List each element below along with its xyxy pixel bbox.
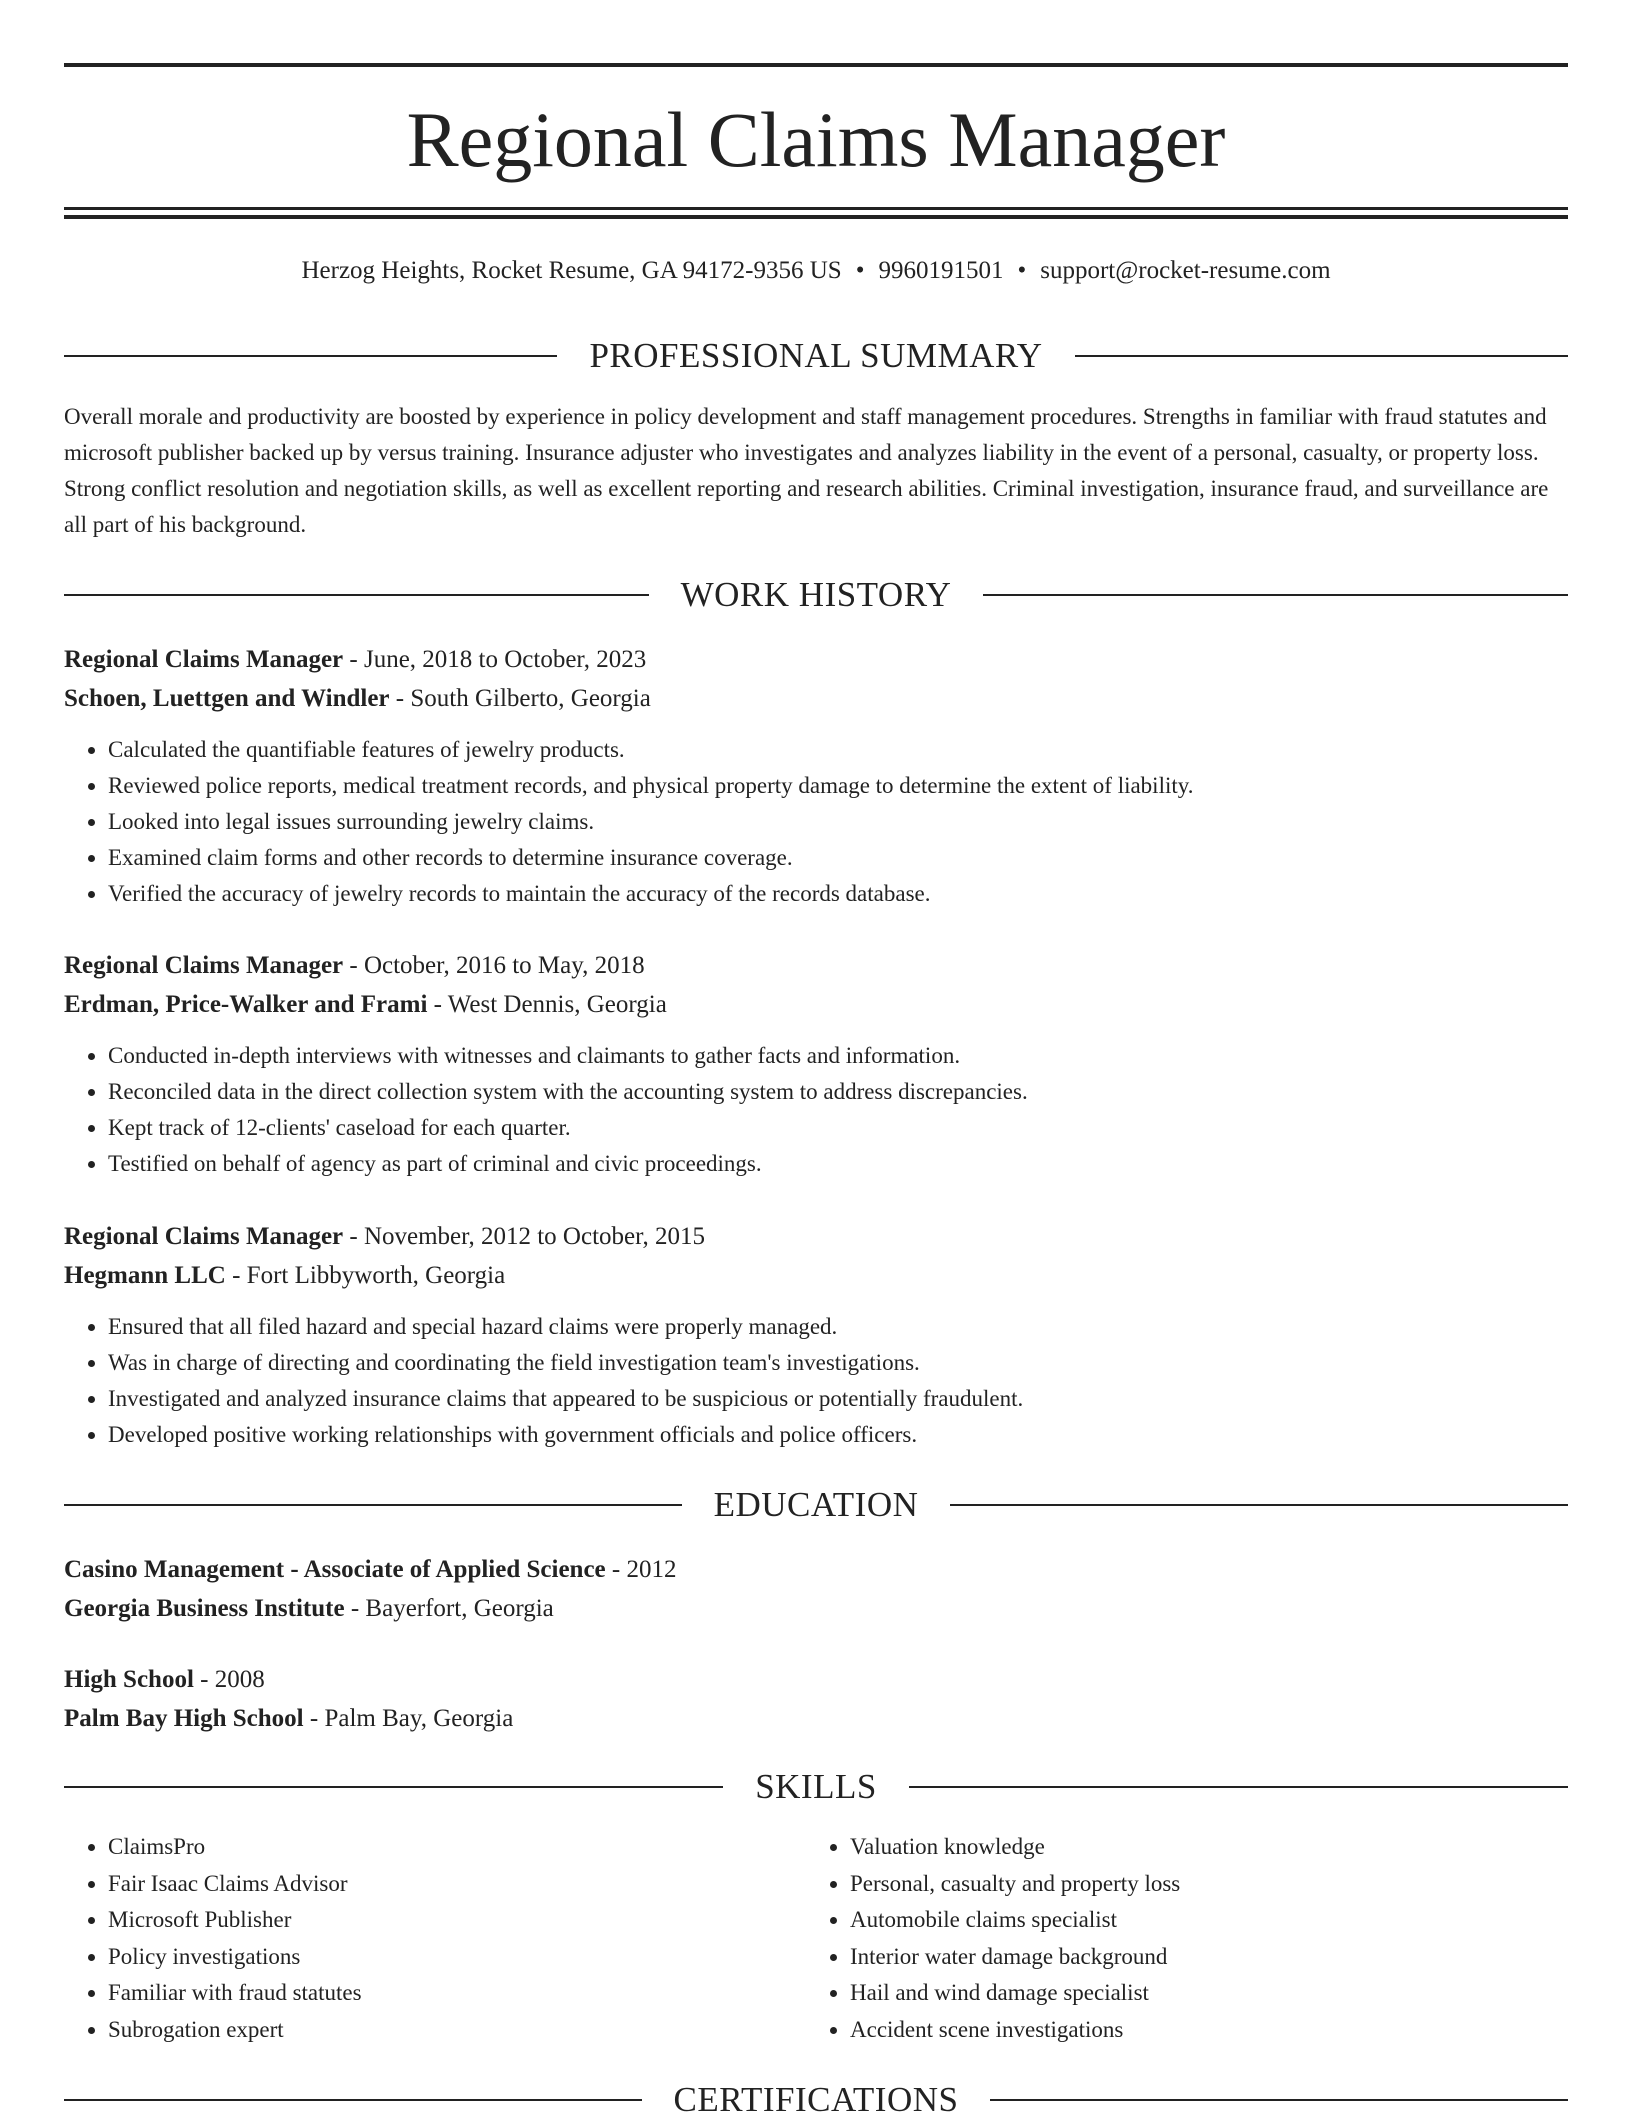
heading-rule	[64, 1504, 682, 1506]
job-company: Erdman, Price-Walker and Frami	[64, 991, 428, 1018]
list-item: • Reviewed police reports, medical treatment records, and physical property damage to determine the extent of liability.	[108, 768, 1568, 804]
job-company-line	[64, 679, 1568, 718]
contact-address: Herzog Heights, Rocket Resume, GA 94172-9356 US	[301, 257, 842, 284]
list-item: • Looked into legal issues surrounding jewelry claims.	[108, 804, 1568, 840]
summary-paragraph: Overall morale and productivity are boosted by experience in policy development and staff management procedures. Strengths in familiar with fraud statutes and microsoft publisher backed up by versus training. Insurance adjuster who investigates and analyzes liability in the event of a personal, casualty, or property loss. Strong conflict resolution and negotiation skills, as well as excellent reporting and research abilities. Criminal investigation, insurance fraud, and surveillance are all part of his background.	[64, 404, 1549, 537]
job-title: Regional Claims Manager	[64, 646, 344, 673]
contact-separator: •	[1017, 257, 1027, 284]
skill-item: • Policy investigations	[108, 1939, 806, 1976]
job-title-line	[64, 640, 1568, 679]
section-heading-certifications	[64, 2078, 1568, 2122]
section-heading-work	[64, 573, 1568, 617]
skill-item: • Fair Isaac Claims Advisor	[108, 1866, 806, 1903]
education-location: - Palm Bay, Georgia	[303, 1705, 514, 1732]
heading-rule	[983, 594, 1568, 596]
job-company: Hegmann LLC	[64, 1262, 226, 1289]
contact-separator: •	[855, 257, 865, 284]
education-entry	[64, 1550, 1568, 1628]
skill-item: • Microsoft Publisher	[108, 1902, 806, 1939]
contact-phone: 9960191501	[878, 257, 1004, 284]
section-title: WORK HISTORY	[680, 575, 952, 614]
job-location: - South Gilberto, Georgia	[389, 685, 651, 712]
section-title: PROFESSIONAL SUMMARY	[589, 336, 1043, 375]
job-bullets	[64, 732, 1568, 912]
list-item: • Examined claim forms and other records to determine insurance coverage.	[108, 840, 1568, 876]
heading-rule	[64, 594, 649, 596]
job-location: - Fort Libbyworth, Georgia	[225, 1262, 506, 1289]
skill-item: • Interior water damage background	[850, 1939, 1548, 1976]
job-dates: - November, 2012 to October, 2015	[343, 1223, 705, 1250]
skill-item: • Subrogation expert	[108, 2012, 806, 2049]
job-title: Regional Claims Manager	[64, 1223, 344, 1250]
job-entry	[64, 640, 1568, 912]
job-dates: - October, 2016 to May, 2018	[343, 952, 645, 979]
job-entry	[64, 946, 1568, 1182]
list-item: • Calculated the quantifiable features of jewelry products.	[108, 732, 1568, 768]
skill-item: • ClaimsPro	[108, 1829, 806, 1866]
education-entry	[64, 1660, 1568, 1738]
heading-rule	[909, 1786, 1568, 1788]
list-item: • Testified on behalf of agency as part of criminal and civic proceedings.	[108, 1146, 1568, 1182]
job-bullets	[64, 1309, 1568, 1453]
list-item: • Developed positive working relationships with government officials and police officers.	[108, 1417, 1568, 1453]
list-item: • Reconciled data in the direct collection system with the accounting system to address discrepancies.	[108, 1074, 1568, 1110]
section-heading-skills	[64, 1765, 1568, 1809]
job-company-line	[64, 1256, 1568, 1295]
skill-item: • Accident scene investigations	[850, 2012, 1548, 2049]
education-degree: High School	[64, 1666, 194, 1693]
skills-columns	[64, 1829, 1568, 2048]
education-year: - 2012	[605, 1556, 677, 1583]
job-location: - West Dennis, Georgia	[427, 991, 667, 1018]
education-school: Palm Bay High School	[64, 1705, 304, 1732]
header-rule-upper	[64, 207, 1568, 210]
top-rule	[64, 63, 1568, 67]
heading-rule	[64, 1786, 723, 1788]
education-school-line	[64, 1589, 1568, 1628]
heading-rule	[1075, 355, 1568, 357]
header-rule-lower	[64, 215, 1568, 219]
education-year: - 2008	[193, 1666, 265, 1693]
skill-item: • Valuation knowledge	[850, 1829, 1548, 1866]
heading-rule	[64, 355, 557, 357]
list-item: • Conducted in-depth interviews with witnesses and claimants to gather facts and information.	[108, 1038, 1568, 1074]
job-company: Schoen, Luettgen and Windler	[64, 685, 390, 712]
skills-column-left	[64, 1829, 806, 2048]
skill-item: • Automobile claims specialist	[850, 1902, 1548, 1939]
heading-rule	[950, 1504, 1568, 1506]
section-heading-summary	[64, 334, 1568, 378]
contact-line	[64, 254, 1568, 288]
heading-rule	[64, 2099, 642, 2101]
education-degree-line	[64, 1660, 1568, 1699]
job-title-line	[64, 1217, 1568, 1256]
list-item: • Kept track of 12-clients' caseload for each quarter.	[108, 1110, 1568, 1146]
job-dates: - June, 2018 to October, 2023	[343, 646, 647, 673]
education-school-line	[64, 1699, 1568, 1738]
job-title-line	[64, 946, 1568, 985]
list-item: • Was in charge of directing and coordinating the field investigation team's investigations.	[108, 1345, 1568, 1381]
job-entry	[64, 1217, 1568, 1453]
job-company-line	[64, 985, 1568, 1024]
job-title: Regional Claims Manager	[64, 952, 344, 979]
education-location: - Bayerfort, Georgia	[344, 1595, 554, 1622]
heading-rule	[990, 2099, 1568, 2101]
list-item: • Investigated and analyzed insurance claims that appeared to be suspicious or potentially fraudulent.	[108, 1381, 1568, 1417]
list-item: • Ensured that all filed hazard and special hazard claims were properly managed.	[108, 1309, 1568, 1345]
education-school: Georgia Business Institute	[64, 1595, 345, 1622]
education-degree-line	[64, 1550, 1568, 1589]
section-heading-education	[64, 1483, 1568, 1527]
candidate-name: Regional Claims Manager	[406, 96, 1226, 183]
skill-item: • Familiar with fraud statutes	[108, 1975, 806, 2012]
contact-email: support@rocket-resume.com	[1040, 257, 1331, 284]
section-title: SKILLS	[755, 1767, 877, 1806]
skill-item: • Personal, casualty and property loss	[850, 1866, 1548, 1903]
section-title: CERTIFICATIONS	[673, 2080, 959, 2119]
skill-item: • Hail and wind damage specialist	[850, 1975, 1548, 2012]
education-degree: Casino Management - Associate of Applied Science	[64, 1556, 606, 1583]
job-bullets	[64, 1038, 1568, 1182]
skills-column-right	[806, 1829, 1548, 2048]
list-item: • Verified the accuracy of jewelry records to maintain the accuracy of the records database.	[108, 876, 1568, 912]
section-title: EDUCATION	[713, 1485, 919, 1524]
